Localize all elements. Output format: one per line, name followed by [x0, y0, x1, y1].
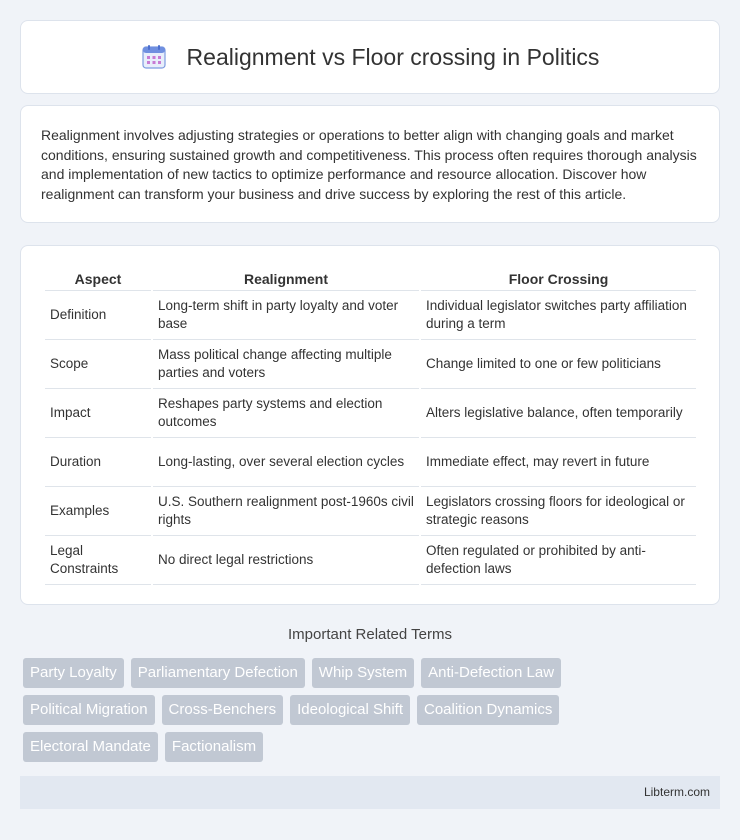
cell-realignment: Long-lasting, over several election cycles	[153, 438, 419, 487]
comparison-card	[20, 245, 720, 605]
related-term-tag[interactable]: Electoral Mandate	[23, 732, 158, 762]
table-header-row	[45, 266, 696, 291]
intro-text: Realignment involves adjusting strategies or operations to better align with changing goals and market conditions, ensuring sustained growth and competitiveness. This process often requires thorough analysis and implementation of new tactics to optimize performance and resource allocation. Discover how realignment can transform your business and drive success by exploring the rest of this article.	[41, 127, 697, 202]
table-row	[45, 389, 696, 438]
cell-aspect: Legal Constraints	[45, 536, 151, 585]
cell-aspect: Duration	[45, 438, 151, 487]
related-term-tag[interactable]: Cross-Benchers	[162, 695, 284, 725]
cell-floor-crossing: Change limited to one or few politicians	[421, 340, 696, 389]
cell-floor-crossing: Legislators crossing floors for ideological or strategic reasons	[421, 487, 696, 536]
cell-realignment: U.S. Southern realignment post-1960s civil rights	[153, 487, 419, 536]
page-title: Realignment vs Floor crossing in Politics	[186, 43, 600, 70]
comparison-table	[43, 266, 698, 585]
table-row	[45, 438, 696, 487]
cell-aspect: Impact	[45, 389, 151, 438]
page-header	[20, 20, 720, 94]
cell-realignment: Long-term shift in party loyalty and voter base	[153, 291, 419, 340]
cell-floor-crossing: Alters legislative balance, often temporarily	[421, 389, 696, 438]
related-term-tag[interactable]: Ideological Shift	[290, 695, 410, 725]
related-terms-list	[23, 658, 723, 769]
related-terms-title: Important Related Terms	[288, 626, 452, 643]
header-realignment: Realignment	[153, 266, 419, 291]
table-row	[45, 340, 696, 389]
footer	[20, 776, 720, 809]
cell-aspect: Examples	[45, 487, 151, 536]
cell-aspect: Scope	[45, 340, 151, 389]
related-term-tag[interactable]: Factionalism	[165, 732, 263, 762]
footer-site-link[interactable]: Libterm.com	[643, 785, 710, 799]
cell-floor-crossing: Often regulated or prohibited by anti-defection laws	[421, 536, 696, 585]
cell-floor-crossing: Individual legislator switches party affiliation during a term	[421, 291, 696, 340]
header-floor-crossing: Floor Crossing	[421, 266, 696, 291]
cell-realignment: No direct legal restrictions	[153, 536, 419, 585]
cell-realignment: Mass political change affecting multiple parties and voters	[153, 340, 419, 389]
cell-aspect: Definition	[45, 291, 151, 340]
table-row	[45, 487, 696, 536]
cell-floor-crossing: Immediate effect, may revert in future	[421, 438, 696, 487]
cell-realignment: Reshapes party systems and election outcomes	[153, 389, 419, 438]
header-aspect: Aspect	[45, 266, 151, 291]
calendar-icon	[141, 44, 167, 70]
related-term-tag[interactable]: Whip System	[312, 658, 414, 688]
related-term-tag[interactable]: Parliamentary Defection	[131, 658, 305, 688]
intro-card	[20, 105, 720, 223]
related-term-tag[interactable]: Coalition Dynamics	[417, 695, 559, 725]
table-row	[45, 536, 696, 585]
related-term-tag[interactable]: Anti-Defection Law	[421, 658, 561, 688]
related-term-tag[interactable]: Party Loyalty	[23, 658, 124, 688]
related-term-tag[interactable]: Political Migration	[23, 695, 155, 725]
table-row	[45, 291, 696, 340]
